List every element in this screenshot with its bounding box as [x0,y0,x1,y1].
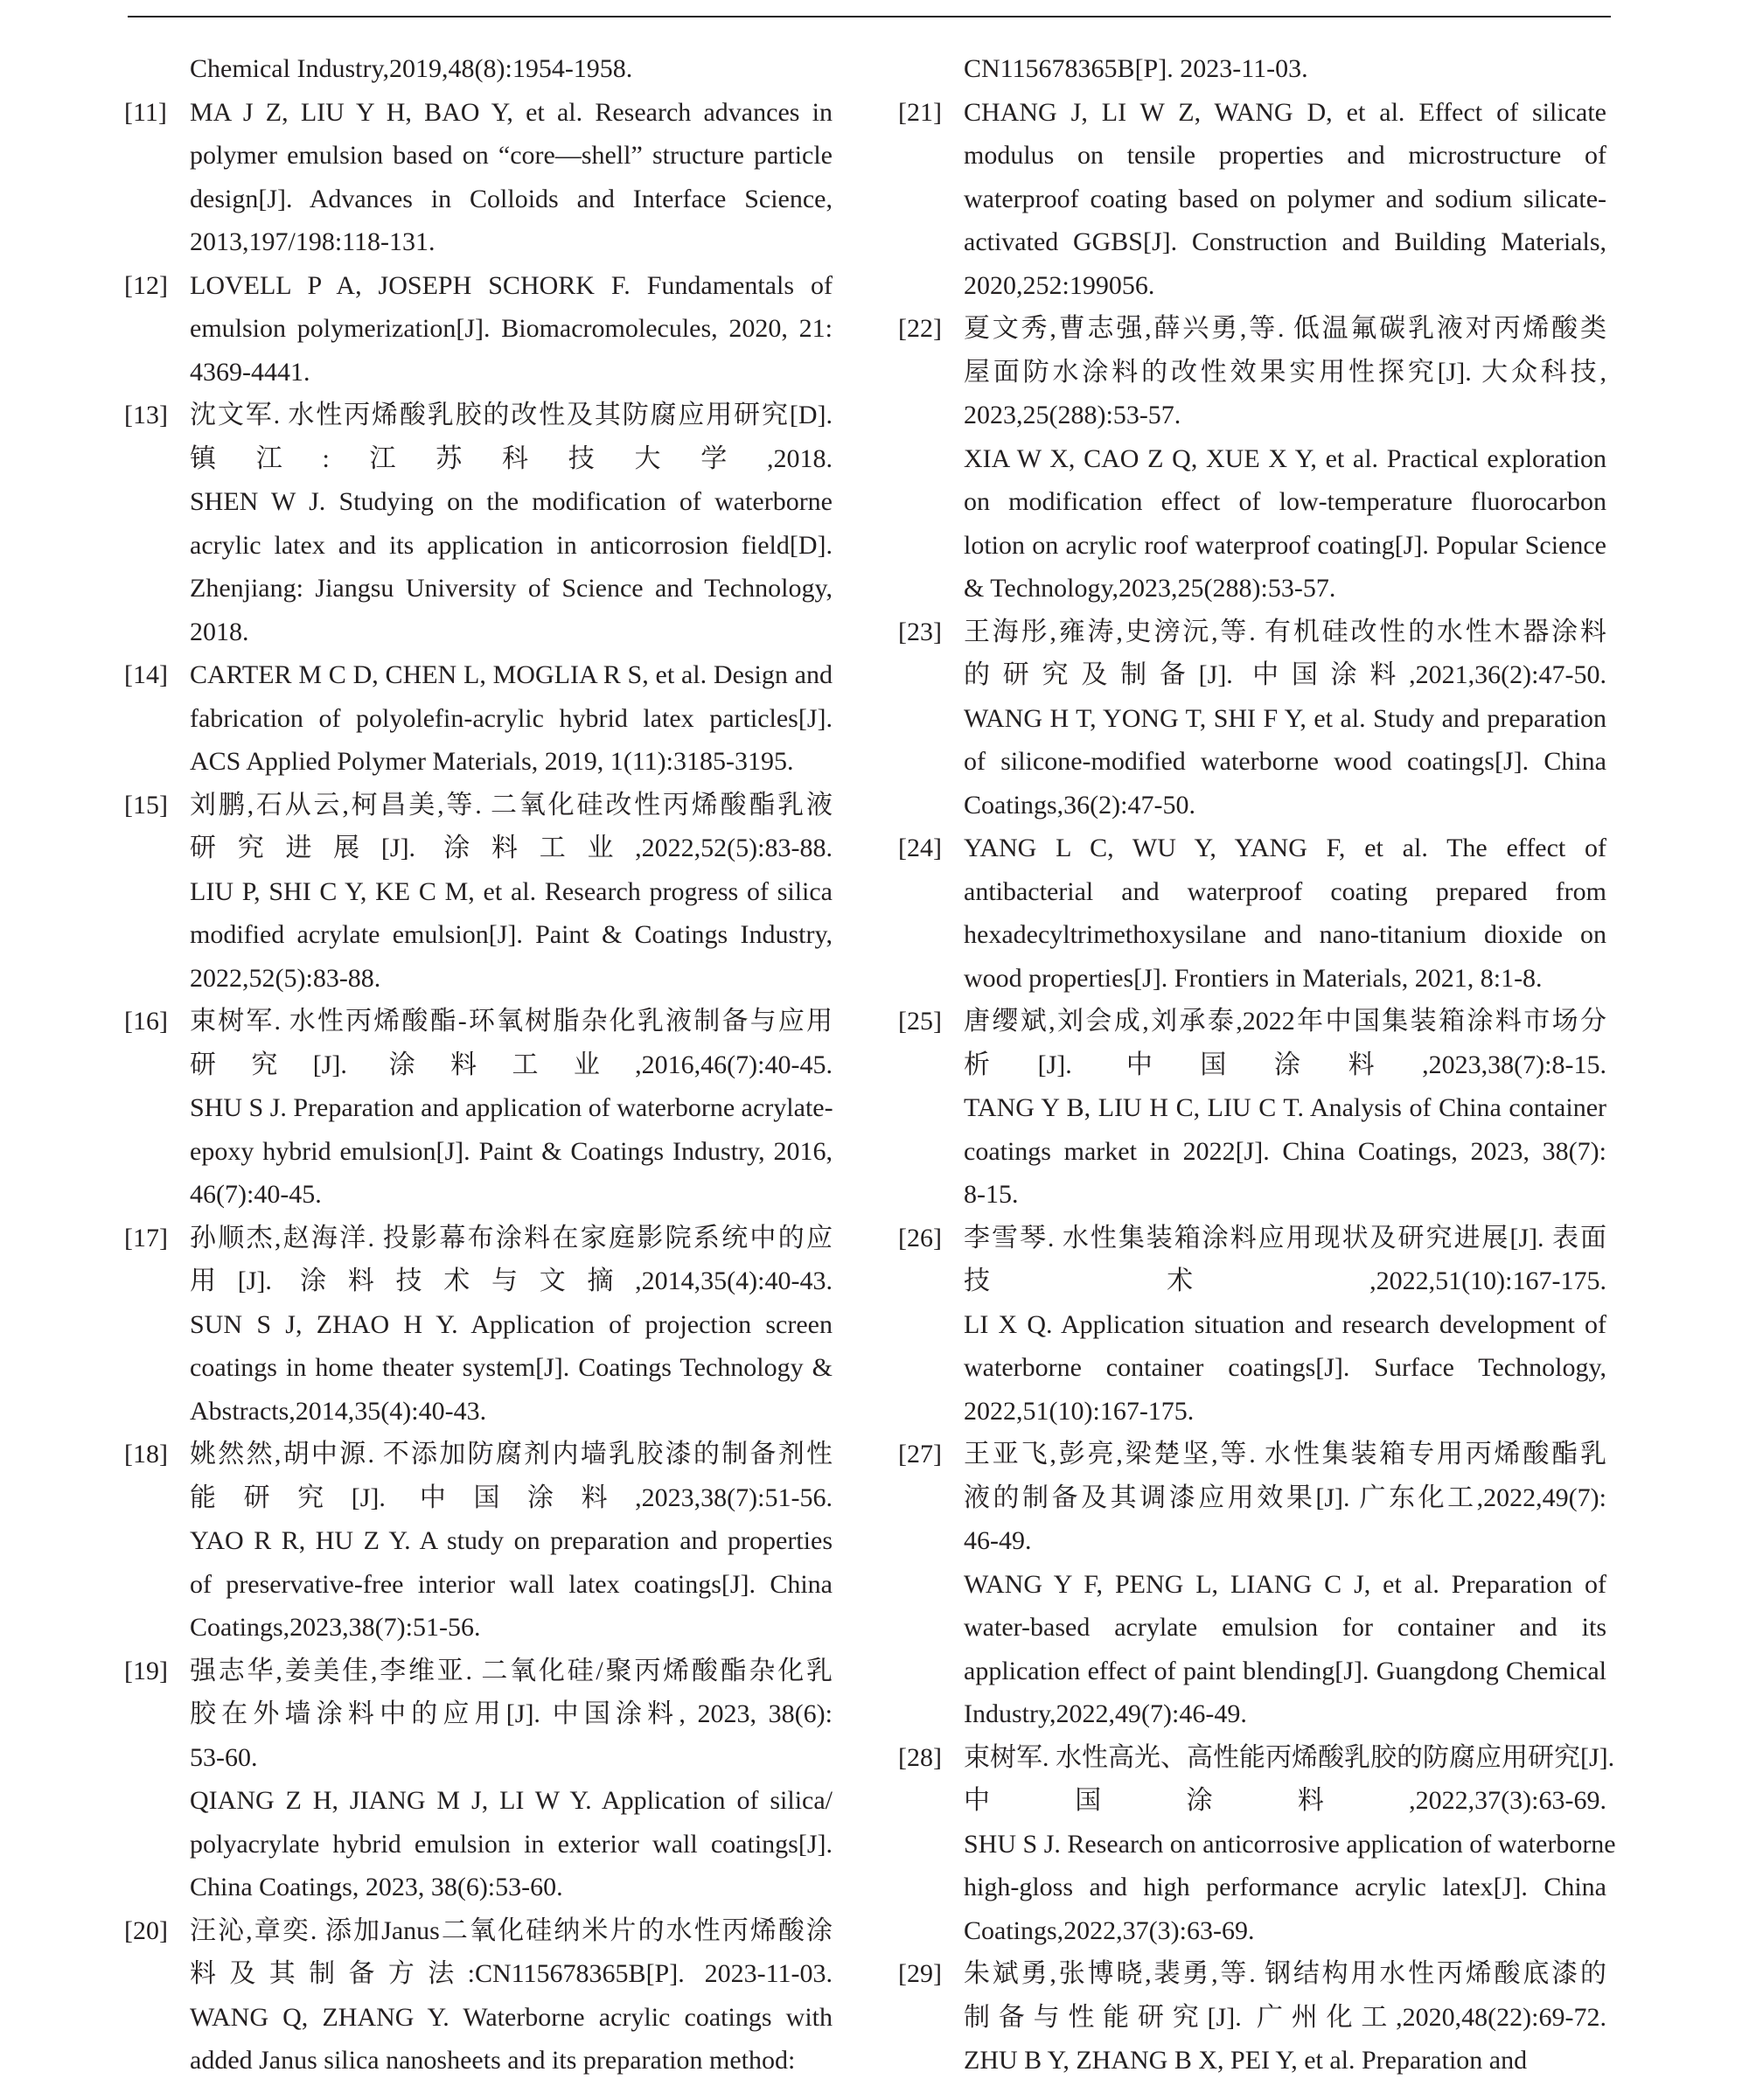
reference-text-line: LIU P, SHI C Y, KE C M, et al. Research progress of silica [190,876,833,906]
reference-text-line: 液的制备及其调漆应用效果[J]. 广东化工,2022,49(7): [964,1483,1606,1512]
reference-entry [898,1952,1606,2083]
reference-text-line: lotion on acrylic roof waterproof coating[J]. Popular Science [964,530,1606,560]
reference-text-line: YANG L C, WU Y, YANG F, et al. The effect of [964,834,1606,862]
reference-entry [898,47,1606,91]
reference-text-line: activated GGBS[J]. Construction and Building Materials, [964,227,1606,256]
reference-number: [26] [898,1223,942,1252]
reference-text-line: emulsion polymerization[J]. Biomacromolecules, 2020, 21: [190,314,833,343]
reference-entry [898,91,1606,308]
reference-entry [124,1217,833,1434]
reference-text-line: 朱斌勇,张博晓,裴勇,等. 钢结构用水性丙烯酸底漆的 [964,1959,1606,1988]
reference-entry [124,653,833,784]
reference-text-line: 2023,25(288):53-57. [964,401,1181,429]
reference-text-line: 姚然然,胡中源. 不添加防腐剂内墙乳胶漆的制备剂性 [190,1440,833,1469]
reference-text-line: YAO R R, HU Z Y. A study on preparation and properties [190,1526,833,1555]
reference-text-line: MA J Z, LIU Y H, BAO Y, et al. Research advances in [190,97,833,127]
reference-number: [13] [124,401,168,429]
reference-entry [898,610,1606,827]
reference-entry [898,1000,1606,1217]
reference-entry [124,1909,833,2083]
reference-text-line: 用[J]. 涂料技术与文摘,2014,35(4):40-43. [190,1266,833,1295]
reference-text-line: Coatings,2023,38(7):51-56. [190,1613,481,1642]
reference-number: [27] [898,1440,942,1469]
reference-text-line: 王海彤,雍涛,史滂沅,等. 有机硅改性的水性木器涂料 [964,617,1606,646]
reference-number: [28] [898,1742,942,1772]
reference-text-line: XIA W X, CAO Z Q, XUE X Y, et al. Practical exploration [964,443,1606,473]
reference-text-line: LI X Q. Application situation and research development of [964,1309,1606,1339]
reference-text-line: epoxy hybrid emulsion[J]. Paint & Coatings Industry, 2016, [190,1136,833,1166]
reference-text-line: 技术,2022,51(10):167-175. [964,1266,1606,1295]
reference-text-line: 研究进展[J]. 涂料工业,2022,52(5):83-88. [190,834,833,862]
reference-number: [23] [898,617,942,646]
reference-text-line: 沈文军. 水性丙烯酸乳胶的改性及其防腐应用研究[D]. [190,401,833,429]
reference-text-line: 镇江:江苏科技大学,2018. [190,443,833,473]
reference-text-line: modulus on tensile properties and microstructure of [964,141,1606,170]
reference-text-line: WANG Y F, PENG L, LIANG C J, et al. Preparation of [964,1569,1606,1599]
reference-text-line: of preservative-free interior wall latex coatings[J]. China [190,1569,833,1599]
reference-text-line: Zhenjiang: Jiangsu University of Science and Technology, [190,574,833,603]
reference-number: [18] [124,1440,168,1469]
reference-text-line: & Technology,2023,25(288):53-57. [964,574,1336,603]
reference-number: [14] [124,660,168,689]
reference-text-line: 能研究[J]. 中国涂料,2023,38(7):51-56. [190,1483,833,1512]
reference-entry [124,1650,833,1909]
reference-text-line: 8-15. [964,1180,1019,1209]
reference-number: [21] [898,97,942,127]
reference-text-line: 2022,51(10):167-175. [964,1396,1195,1426]
reference-text-line: coatings market in 2022[J]. China Coatings, 2023, 38(7): [964,1136,1606,1166]
reference-text-line: waterborne container coatings[J]. Surface Technology, [964,1353,1606,1382]
reference-entry [124,784,833,1001]
reference-text-line: 孙顺杰,赵海洋. 投影幕布涂料在家庭影院系统中的应 [190,1223,833,1252]
reference-entry [124,264,833,394]
reference-text-line: 束树军. 水性丙烯酸酯-环氧树脂杂化乳液制备与应用 [190,1007,833,1036]
reference-text-line: LOVELL P A, JOSEPH SCHORK F. Fundamentals of [190,270,833,300]
reference-text-line: application effect of paint blending[J]. Guangdong Chemical [964,1656,1606,1685]
reference-text-line: coatings in home theater system[J]. Coatings Technology & [190,1353,833,1382]
reference-entry [898,1217,1606,1434]
reference-text-line: 46-49. [964,1526,1032,1555]
reference-text-line: 53-60. [190,1742,258,1772]
reference-text-line: design[J]. Advances in Colloids and Interface Science, [190,184,833,213]
reference-entry [124,394,833,653]
reference-entry [898,827,1606,1000]
reference-text-line: 李雪琴. 水性集装箱涂料应用现状及研究进展[J]. 表面 [964,1223,1606,1252]
reference-text-line: 强志华,姜美佳,李维亚. 二氧化硅/聚丙烯酸酯杂化乳 [190,1656,833,1685]
reference-text-line: 汪沁,章奕. 添加Janus二氧化硅纳米片的水性丙烯酸涂 [190,1915,833,1945]
reference-text-line: added Janus silica nanosheets and its preparation method: [190,2046,796,2075]
reference-text-line: 4369-4441. [190,357,310,387]
reference-text-line: 束树军. 水性高光、高性能丙烯酸乳胶的防腐应用研究[J]. [964,1742,1615,1772]
reference-text-line: 2013,197/198:118-131. [190,227,436,256]
reference-text-line: WANG Q, ZHANG Y. Waterborne acrylic coatings with [190,2002,833,2032]
reference-text-line: water-based acrylate emulsion for container and its [964,1613,1606,1642]
reference-number: [15] [124,790,168,820]
reference-text-line: Industry,2022,49(7):46-49. [964,1699,1247,1728]
reference-text-line: ZHU B Y, ZHANG B X, PEI Y, et al. Preparation and [964,2046,1528,2075]
reference-number: [29] [898,1959,942,1988]
reference-text-line: 2020,252:199056. [964,270,1155,300]
reference-entry [124,1433,833,1650]
reference-text-line: acrylic latex and its application in anticorrosion field[D]. [190,530,833,560]
reference-number: [17] [124,1223,168,1252]
top-rule [128,16,1611,17]
reference-text-line: antibacterial and waterproof coating prepared from [964,876,1606,906]
reference-number: [16] [124,1007,168,1036]
reference-entry [898,307,1606,610]
reference-entry [898,1736,1616,1953]
reference-text-line: 王亚飞,彭亮,梁楚坚,等. 水性集装箱专用丙烯酸酯乳 [964,1440,1606,1469]
reference-text-line: modified acrylate emulsion[J]. Paint & Coatings Industry, [190,920,833,949]
reference-text-line: 制备与性能研究[J]. 广州化工,2020,48(22):69-72. [964,2002,1606,2032]
reference-text-line: 研究[J]. 涂料工业,2016,46(7):40-45. [190,1050,833,1079]
reference-text-line: 刘鹏,石从云,柯昌美,等. 二氧化硅改性丙烯酸酯乳液 [190,790,833,820]
reference-text-line: 胶在外墙涂料中的应用[J]. 中国涂料, 2023, 38(6): [190,1699,833,1728]
reference-text-line: 46(7):40-45. [190,1180,322,1209]
reference-text-line: hexadecyltrimethoxysilane and nano-titanium dioxide on [964,920,1606,949]
reference-number: [12] [124,270,168,300]
reference-text-line: of silicone-modified waterborne wood coatings[J]. China [964,747,1606,776]
reference-text-line: 唐缨斌,刘会成,刘承泰,2022年中国集装箱涂料市场分 [964,1007,1606,1036]
reference-text-line: high-gloss and high performance acrylic latex[J]. China [964,1873,1606,1901]
reference-number: [19] [124,1656,168,1685]
reference-text-line: China Coatings, 2023, 38(6):53-60. [190,1873,563,1901]
reference-text-line: Chemical Industry,2019,48(8):1954-1958. [190,54,633,83]
reference-text-line: SUN S J, ZHAO H Y. Application of projection screen [190,1309,833,1339]
reference-number: [25] [898,1007,942,1036]
reference-entry [124,91,833,264]
reference-text-line: ACS Applied Polymer Materials, 2019, 1(11):3185-3195. [190,747,794,776]
reference-text-line: wood properties[J]. Frontiers in Materials, 2021, 8:1-8. [964,963,1543,993]
reference-column-left [124,47,833,2083]
reference-text-line: 2022,52(5):83-88. [190,963,381,993]
reference-text-line: SHU S J. Preparation and application of waterborne acrylate- [190,1093,833,1122]
reference-text-line: 的研究及制备[J]. 中国涂料,2021,36(2):47-50. [964,660,1606,689]
reference-text-line: 2018. [190,617,249,646]
reference-entry [898,1433,1606,1736]
reference-entry [124,1000,833,1217]
reference-text-line: 料及其制备方法:CN115678365B[P]. 2023-11-03. [190,1959,833,1988]
reference-text-line: SHU S J. Research on anticorrosive application of waterborne [964,1829,1616,1859]
reference-text-line: CN115678365B[P]. 2023-11-03. [964,54,1308,83]
reference-number: [22] [898,314,942,343]
reference-text-line: Coatings,2022,37(3):63-69. [964,1915,1255,1945]
reference-text-line: SHEN W J. Studying on the modification of waterborne [190,487,833,516]
reference-text-line: polyacrylate hybrid emulsion in exterior wall coatings[J]. [190,1829,833,1859]
reference-text-line: WANG H T, YONG T, SHI F Y, et al. Study and preparation [964,703,1606,733]
reference-text-line: polymer emulsion based on “core—shell” structure particle [190,141,833,170]
reference-number: [24] [898,834,942,862]
reference-text-line: CHANG J, LI W Z, WANG D, et al. Effect of silicate [964,97,1606,127]
reference-number: [20] [124,1915,168,1945]
reference-text-line: CARTER M C D, CHEN L, MOGLIA R S, et al. Design and [190,660,833,689]
reference-text-line: 屋面防水涂料的改性效果实用性探究[J]. 大众科技, [964,357,1606,387]
reference-text-line: QIANG Z H, JIANG M J, LI W Y. Application of silica/ [190,1786,833,1815]
reference-text-line: 析[J]. 中国涂料,2023,38(7):8-15. [964,1050,1606,1079]
reference-text-line: fabrication of polyolefin-acrylic hybrid latex particles[J]. [190,703,833,733]
reference-text-line: waterproof coating based on polymer and sodium silicate- [964,184,1606,213]
reference-text-line: Abstracts,2014,35(4):40-43. [190,1396,487,1426]
reference-text-line: 中国涂料,2022,37(3):63-69. [964,1786,1606,1815]
reference-number: [11] [124,97,167,127]
reference-text-line: TANG Y B, LIU H C, LIU C T. Analysis of China container [964,1093,1606,1122]
reference-text-line: on modification effect of low-temperature fluorocarbon [964,487,1606,516]
reference-text-line: Coatings,36(2):47-50. [964,790,1195,820]
reference-entry [124,47,833,91]
reference-text-line: 夏文秀,曹志强,薛兴勇,等. 低温氟碳乳液对丙烯酸类 [964,314,1606,343]
reference-column-right [898,47,1616,2083]
